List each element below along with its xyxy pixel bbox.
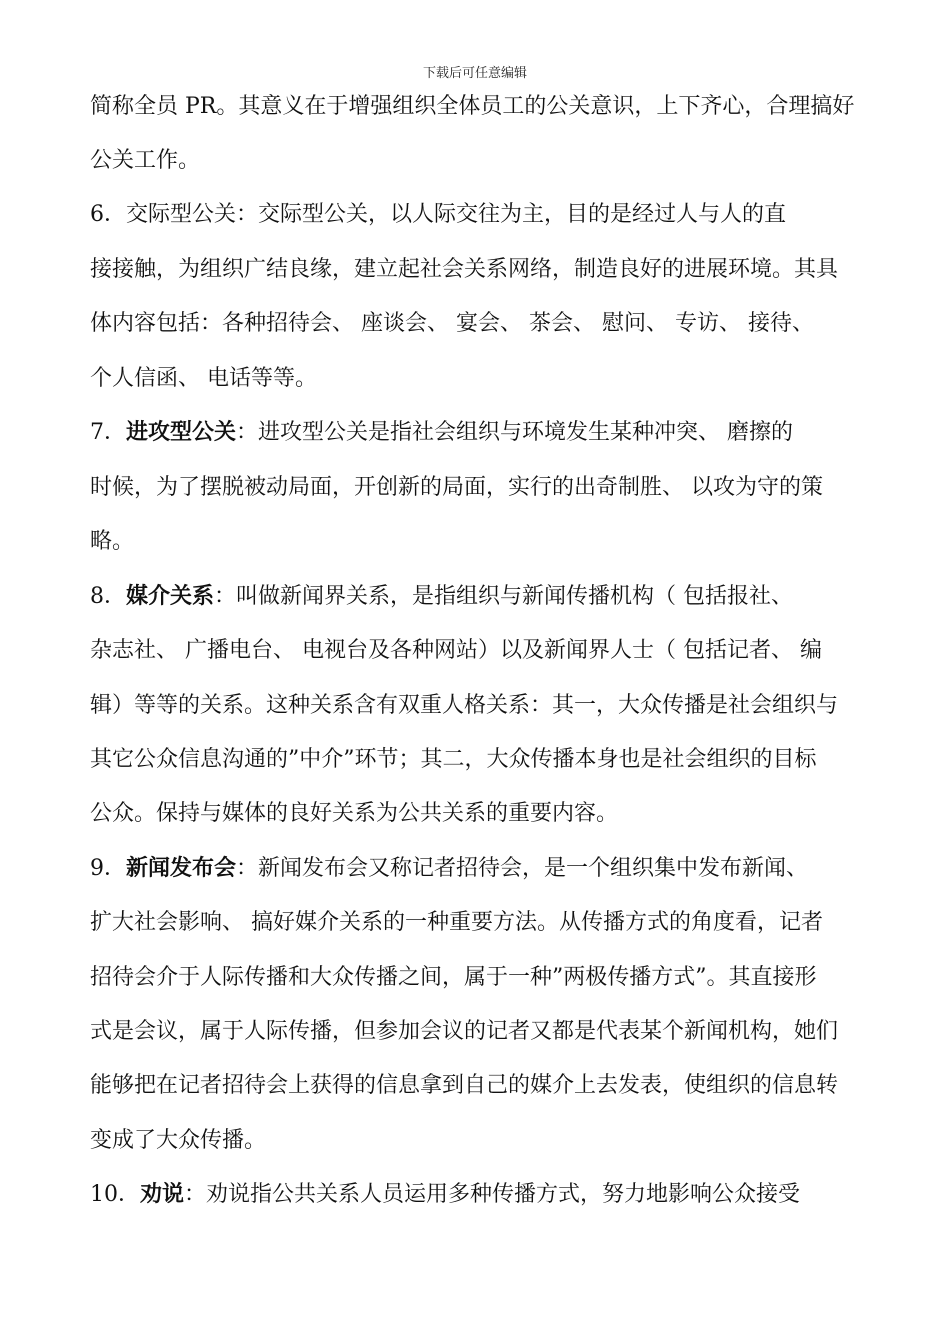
text-line [90, 200, 900, 230]
text-line [90, 582, 900, 612]
text-line [90, 92, 900, 122]
text-run: 接接触，为组织广结良缘，建立起社会关系网络，制造良好的进展环境。其具 [90, 257, 839, 282]
text-run: 辑）等等的关系。这种关系含有双重人格关系：其一，大众传播是社会组织与 [90, 693, 839, 718]
text-run: 体内容包括：各种招待会、 座谈会、 宴会、 茶会、 慰问、 专访、 接待、 [90, 311, 814, 336]
text-run: ：新闻发布会又称记者招待会，是一个组织集中发布新闻、 [236, 856, 809, 881]
text-line [90, 309, 900, 339]
page-header: 下载后可任意编辑 [422, 66, 527, 81]
text-line [90, 908, 900, 938]
text-line [90, 1017, 900, 1047]
text-line [90, 146, 900, 176]
text-run: 6．交际型公关：交际型公关，以人际交往为主，目的是经过人与人的直 [90, 202, 786, 227]
text-line [90, 1180, 900, 1210]
text-line [90, 745, 900, 775]
text-run: 个人信函、 电话等等。 [90, 366, 317, 391]
text-line [90, 473, 900, 503]
bold-term: 劝说 [140, 1182, 185, 1207]
text-run: 时候，为了摆脱被动局面，开创新的局面，实行的出奇制胜、 以攻为守的策 [90, 475, 823, 500]
text-line [90, 854, 900, 884]
text-run: 式是会议，属于人际传播，但参加会议的记者又都是代表某个新闻机构，她们 [90, 1019, 839, 1044]
text-run: 扩大社会影响、 搞好媒介关系的一种重要方法。从传播方式的角度看，记者 [90, 910, 823, 935]
text-run: 9． [90, 856, 126, 881]
text-run: ：劝说指公共关系人员运用多种传播方式，努力地影响公众接受 [184, 1182, 801, 1207]
text-run: 其它公众信息沟通的”中介”环节；其二，大众传播本身也是社会组织的目标 [90, 747, 817, 772]
text-run: 10． [90, 1182, 140, 1207]
text-run: 7． [90, 420, 126, 445]
text-line [90, 1071, 900, 1101]
text-run: 变成了大众传播。 [90, 1128, 267, 1153]
text-line [90, 691, 900, 721]
text-line [90, 636, 900, 666]
text-run: 能够把在记者招待会上获得的信息拿到自己的媒介上去发表，使组织的信息转 [90, 1073, 839, 1098]
text-run: 公众。保持与媒体的良好关系为公共关系的重要内容。 [90, 801, 619, 826]
text-line [90, 527, 900, 557]
text-line [90, 963, 900, 993]
text-run: 简称全员 PR。其意义在于增强组织全体员工的公关意识，上下齐心，合理搞好 [90, 94, 855, 119]
text-run: 招待会介于人际传播和大众传播之间，属于一种”两极传播方式”。其直接形 [90, 965, 817, 990]
text-line [90, 799, 900, 829]
text-run: 8． [90, 584, 126, 609]
text-run: 略。 [90, 529, 135, 554]
text-line [90, 418, 900, 448]
text-line [90, 255, 900, 285]
text-run: ：进攻型公关是指社会组织与环境发生某种冲突、 磨擦的 [236, 420, 794, 445]
bold-term: 媒介关系 [126, 584, 215, 609]
text-run: ：叫做新闻界关系，是指组织与新闻传播机构（ 包括报社、 [214, 584, 794, 609]
bold-term: 进攻型公关 [126, 420, 237, 445]
text-run: 杂志社、 广播电台、 电视台及各种网站）以及新闻界人士（ 包括记者、 编 [90, 638, 822, 663]
bold-term: 新闻发布会 [126, 856, 237, 881]
text-line [90, 1126, 900, 1156]
text-run: 公关工作。 [90, 148, 201, 173]
text-line [90, 364, 900, 394]
